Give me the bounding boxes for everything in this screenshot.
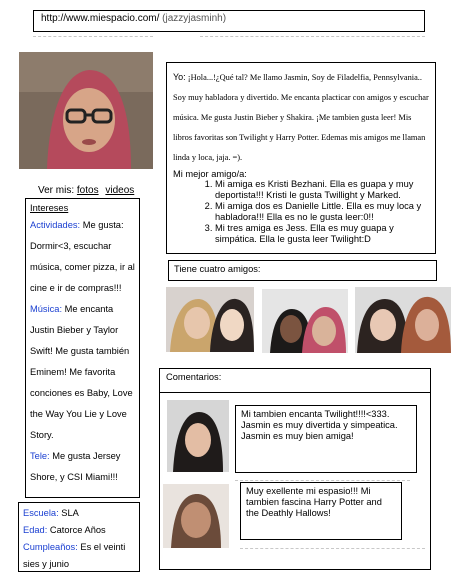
- best-friend-heading: Mi mejor amigo/a:: [173, 169, 247, 179]
- about-text: ¡Hola...!¿Qué tal? Me llamo Jasmin, Soy de Filadelfia, Pennsylvania.. Soy muy habladora y divertido. Me encanta placticar con amigos y escuchar música. Me gusta Justin Bieber y Shakira. ¡Me tambien gusta leer! Mis libros favoritas son Twilight y Harry Potter. Edemas mis amigos me llaman linda y loca, jaja. =).: [173, 73, 429, 162]
- tv-text: Me gusta Jersey Shore, y CSI Miami!!!: [30, 451, 121, 482]
- commenter-avatar[interactable]: [167, 400, 229, 472]
- school-value: SLA: [61, 508, 79, 518]
- friend-photo[interactable]: [262, 289, 348, 353]
- best-friend-list: [173, 179, 429, 245]
- tv-section: [30, 446, 136, 488]
- activities-text: Me gusta: Dormir<3, escuchar música, comer pizza, ir al cine e ir de compras!!!: [30, 220, 135, 293]
- comment-card: [240, 482, 402, 540]
- friend-photo[interactable]: [166, 287, 254, 352]
- birthday-row: [23, 539, 136, 573]
- url-bar[interactable]: [33, 10, 425, 32]
- music-text: Me encanta Justin Bieber y Taylor Swift! Me gusta también Eminem! Me favorita conciones es Baby, Love the Way You Lie y Love Story.: [30, 304, 133, 440]
- about-box: [166, 62, 436, 254]
- view-links-label: Ver mis:: [38, 185, 75, 196]
- comments-header: [160, 369, 430, 393]
- best-friend-item: 3. Mi tres amiga es Jess. Ella es muy guapa y simpática. Ella le gusta leer Twilight:D: [215, 223, 429, 245]
- school-row: [23, 505, 136, 522]
- photos-link[interactable]: fotos: [76, 185, 99, 196]
- comment-card: [235, 405, 417, 473]
- school-label: Escuela:: [23, 508, 59, 518]
- videos-link[interactable]: videos: [105, 185, 135, 196]
- divider: [33, 36, 153, 37]
- birthday-label: Cumpleaños:: [23, 542, 78, 552]
- comment-text: Mi tambien encanta Twilight!!!!<333. Jasmin es muy divertida y simpeatica. Jasmin es muy bien amiga!: [241, 409, 398, 441]
- profile-handle: (jazzyjasminh): [162, 13, 227, 24]
- age-label: Edad:: [23, 525, 48, 535]
- comment-text: Muy exellente mi espasio!!! Mi tambien fascina Harry Potter and the Deathly Hallows!: [246, 486, 382, 518]
- divider: [200, 36, 425, 37]
- view-links: [38, 185, 134, 196]
- profile-photo: [19, 52, 153, 169]
- comments-heading: Comentarios:: [166, 372, 222, 382]
- divider: [240, 548, 425, 549]
- about-paragraph: [173, 67, 429, 168]
- divider: [235, 480, 410, 481]
- friend-photo[interactable]: [355, 287, 451, 353]
- friends-heading: Tiene cuatro amigos:: [174, 264, 261, 274]
- birthday-value: Es el veinti sies y junio: [23, 542, 126, 569]
- interests-title: Intereses: [30, 203, 69, 213]
- friends-header: [168, 260, 437, 281]
- interests-box: [25, 198, 140, 498]
- profile-url[interactable]: http://www.miespacio.com/: [41, 13, 160, 24]
- about-heading: Yo:: [173, 72, 186, 82]
- age-row: [23, 522, 136, 539]
- best-friend-item: 2. Mi amiga dos es Danielle Little. Ella es muy loca y habladora!!! Ella es no le gusta leer:0!!: [215, 201, 429, 223]
- tv-label: Tele:: [30, 451, 50, 461]
- details-box: [18, 502, 140, 572]
- commenter-avatar[interactable]: [163, 484, 229, 548]
- music-section: [30, 299, 136, 446]
- activities-section: [30, 215, 136, 299]
- music-label: Música:: [30, 304, 63, 314]
- best-friend-item: 1. Mi amiga es Kristi Bezhani. Ella es guapa y muy deportista!!! Kristi le gusta Twillight y Marked.: [215, 179, 429, 201]
- activities-label: Actividades:: [30, 220, 81, 230]
- age-value: Catorce Años: [49, 525, 106, 535]
